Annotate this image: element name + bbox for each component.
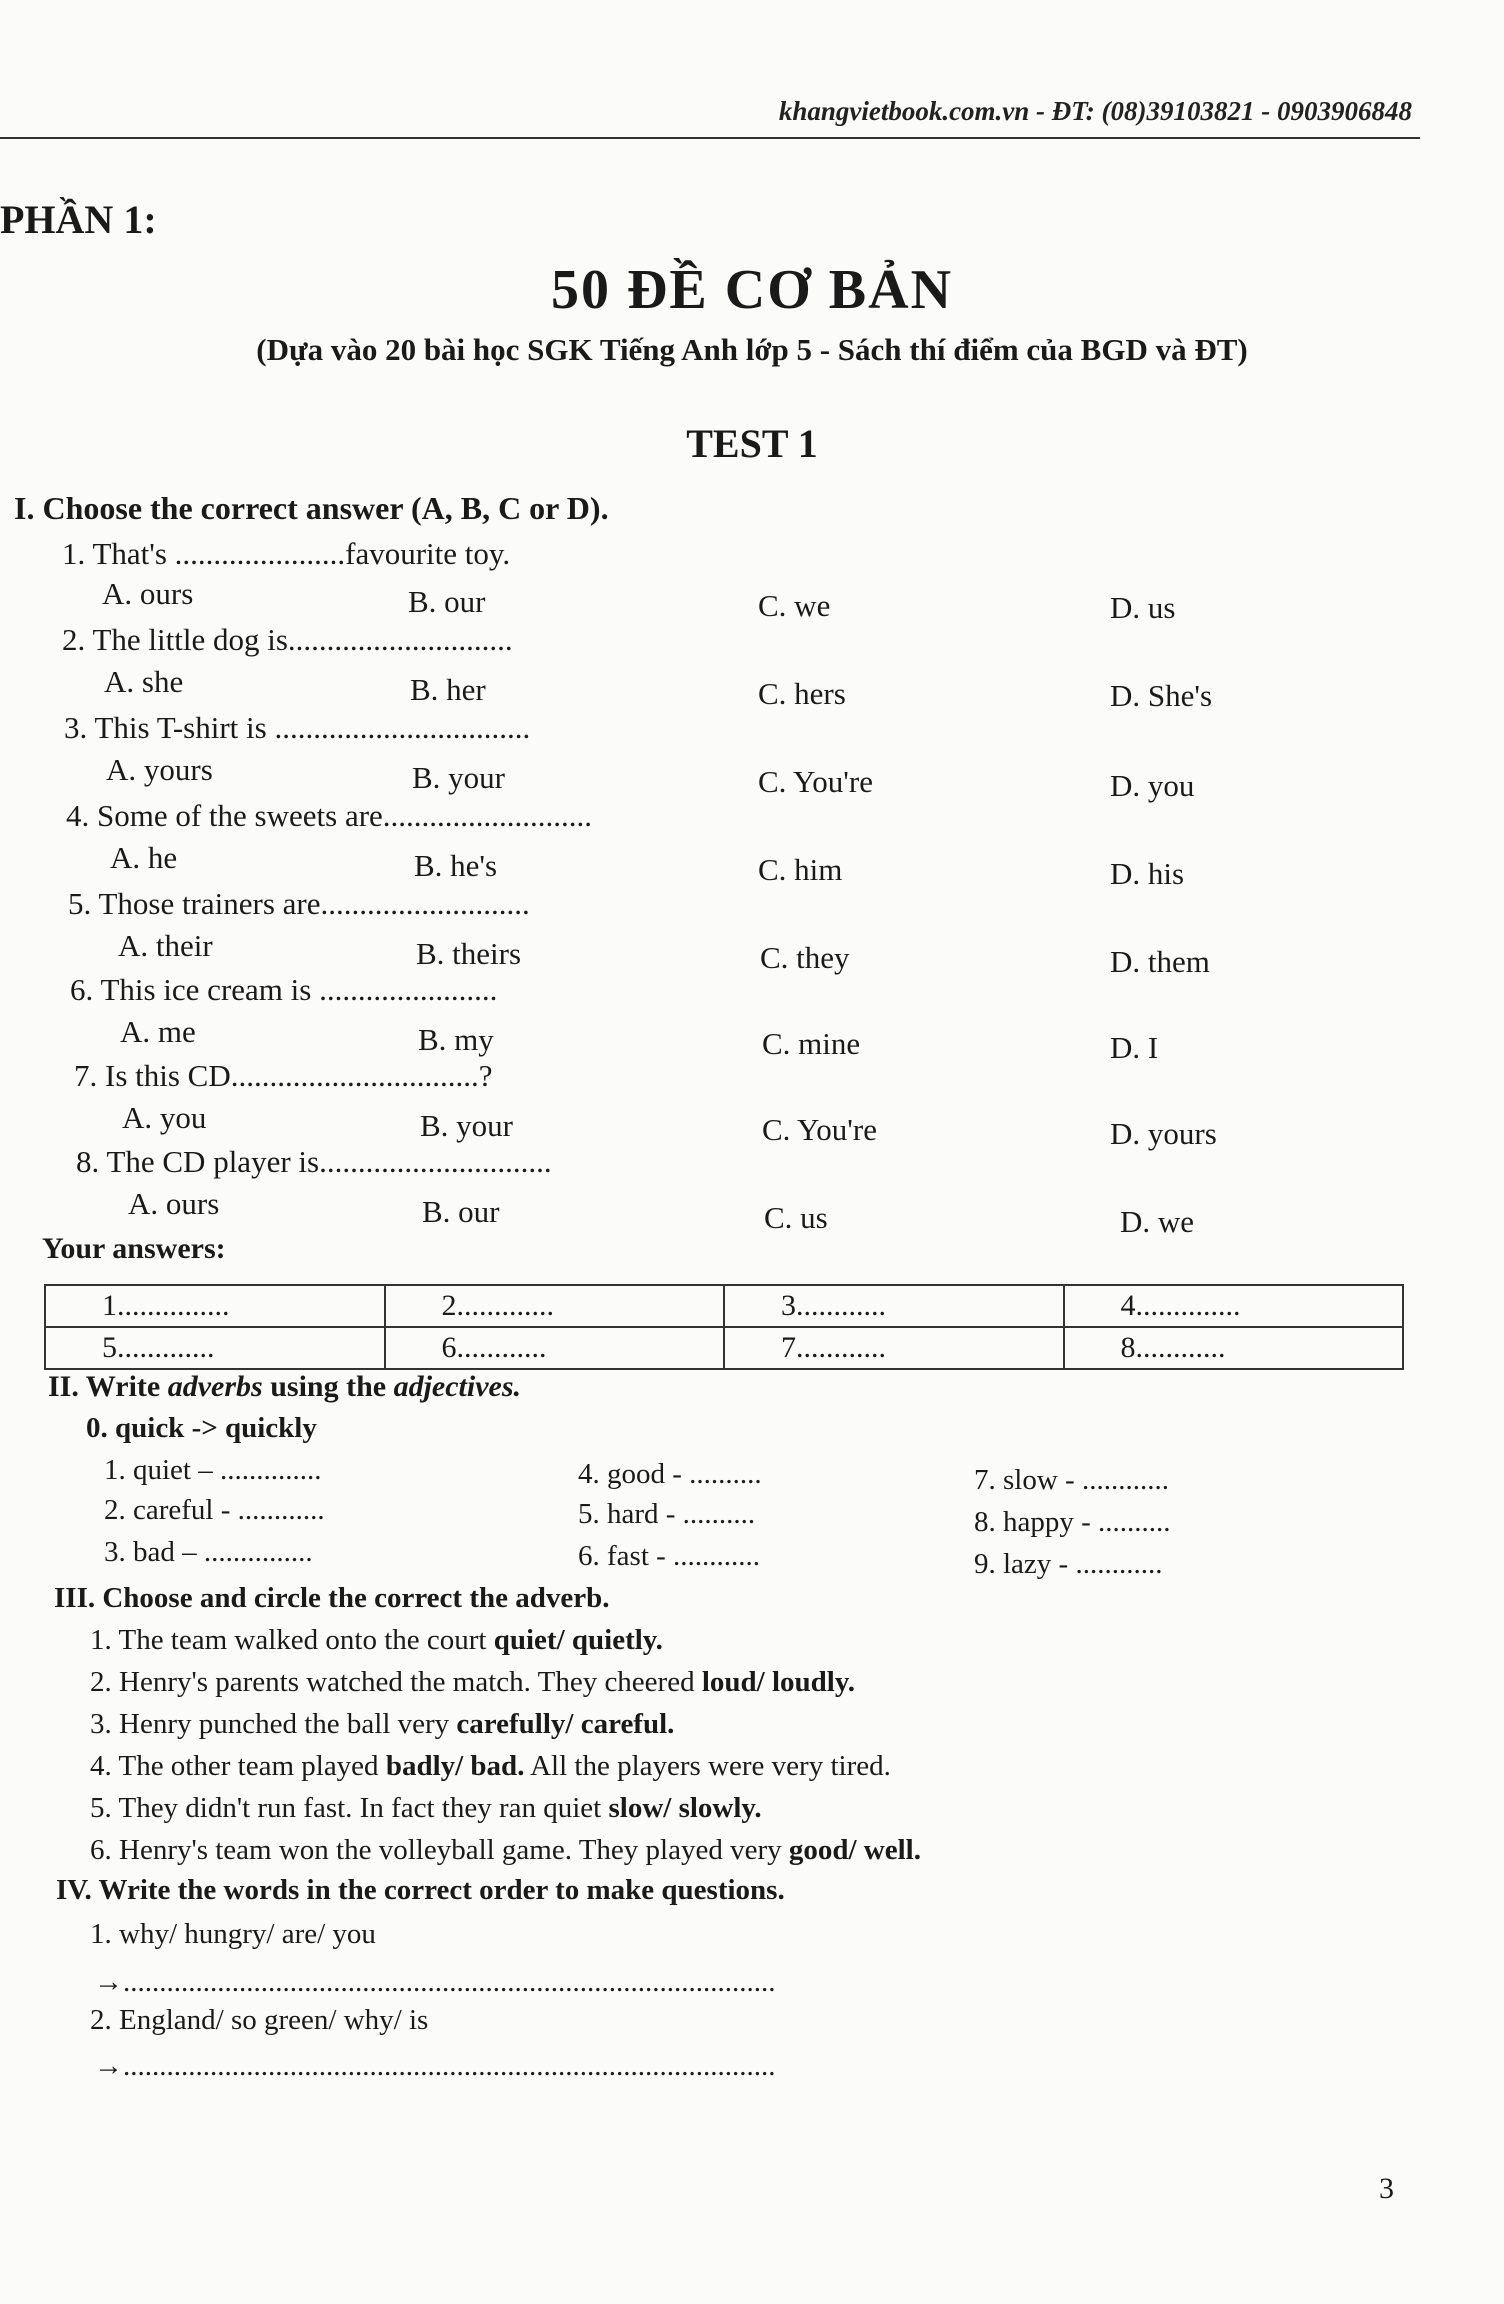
option-c: C. us bbox=[764, 1200, 828, 1235]
page-subtitle: (Dựa vào 20 bài học SGK Tiếng Anh lớp 5 - Sách thí điểm của BGD và ĐT) bbox=[256, 332, 1248, 367]
option-d: D. his bbox=[1110, 856, 1185, 891]
option-b: B. your bbox=[412, 760, 505, 795]
question-stem: 3. This T-shirt is ................................. bbox=[64, 710, 531, 745]
question-stem: 4. Some of the sweets are........................... bbox=[66, 798, 593, 833]
list-item: 5. They didn't run fast. In fact they ran quiet slow/ slowly. bbox=[90, 1792, 762, 1824]
question-stem: 8. The CD player is.............................. bbox=[76, 1144, 552, 1179]
answer-cell[interactable]: 2............. bbox=[385, 1285, 725, 1327]
option-d: D. She's bbox=[1110, 678, 1213, 713]
option-a: A. she bbox=[104, 664, 184, 699]
option-c: C. they bbox=[760, 940, 850, 975]
answer-line[interactable]: →.......................................................................................... bbox=[94, 2050, 776, 2082]
question-stem: 7. Is this CD................................? bbox=[74, 1058, 493, 1093]
option-a: A. their bbox=[118, 928, 213, 963]
option-d: D. you bbox=[1110, 768, 1195, 803]
answer-cell[interactable]: 3............ bbox=[724, 1285, 1064, 1327]
option-b: B. he's bbox=[414, 848, 498, 883]
adjective-item: 8. happy - .......... bbox=[974, 1506, 1171, 1538]
answer-cell[interactable]: 1............... bbox=[45, 1285, 385, 1327]
answer-line[interactable]: →.......................................................................................... bbox=[94, 1966, 776, 1998]
option-c: C. we bbox=[758, 588, 831, 623]
answer-cell[interactable]: 8............ bbox=[1064, 1327, 1404, 1369]
option-d: D. us bbox=[1110, 590, 1176, 625]
adjective-item: 9. lazy - ............ bbox=[974, 1548, 1163, 1580]
list-item: 6. Henry's team won the volleyball game. They played very good/ well. bbox=[90, 1834, 921, 1866]
option-b: B. our bbox=[422, 1194, 500, 1229]
answer-cell[interactable]: 4.............. bbox=[1064, 1285, 1404, 1327]
option-d: D. yours bbox=[1110, 1116, 1217, 1151]
option-d: D. them bbox=[1110, 944, 1210, 979]
list-item: 4. The other team played badly/ bad. All the players were very tired. bbox=[90, 1750, 891, 1782]
option-a: A. me bbox=[120, 1014, 196, 1049]
table-row bbox=[45, 1327, 1403, 1369]
adjective-item: 4. good - .......... bbox=[578, 1458, 762, 1490]
list-item: 2. England/ so green/ why/ is bbox=[90, 2004, 429, 2036]
section3-heading: III. Choose and circle the correct the adverb. bbox=[54, 1582, 610, 1614]
option-a: A. ours bbox=[102, 576, 194, 611]
option-c: C. You're bbox=[758, 764, 873, 799]
section4-heading: IV. Write the words in the correct order to make questions. bbox=[56, 1874, 785, 1906]
option-c: C. You're bbox=[762, 1112, 877, 1147]
option-d: D. I bbox=[1110, 1030, 1159, 1065]
option-a: A. he bbox=[110, 840, 178, 875]
list-item: 3. Henry punched the ball very carefully/ careful. bbox=[90, 1708, 675, 1740]
question-stem: 2. The little dog is............................. bbox=[62, 622, 513, 657]
table-row bbox=[45, 1285, 1403, 1327]
adjective-item: 3. bad – ............... bbox=[104, 1536, 313, 1568]
section2-heading: II. Write adverbs using the adjectives. bbox=[48, 1370, 522, 1403]
adjective-item: 1. quiet – .............. bbox=[104, 1454, 322, 1486]
answers-table bbox=[44, 1284, 1404, 1370]
adjective-item: 6. fast - ............ bbox=[578, 1540, 761, 1572]
test-title: TEST 1 bbox=[686, 421, 818, 466]
header-rule bbox=[0, 137, 1420, 139]
answers-heading: Your answers: bbox=[42, 1232, 226, 1265]
page-title: 50 ĐỀ CƠ BẢN bbox=[550, 259, 954, 321]
option-c: C. mine bbox=[762, 1026, 861, 1061]
part-label: PHẦN 1: bbox=[0, 197, 157, 242]
option-a: A. you bbox=[122, 1100, 207, 1135]
adjective-item: 7. slow - ............ bbox=[974, 1464, 1169, 1496]
page-header: khangvietbook.com.vn - ĐT: (08)39103821 - 0903906848 bbox=[778, 96, 1412, 126]
page-number: 3 bbox=[1379, 2172, 1394, 2205]
question-stem: 5. Those trainers are........................... bbox=[68, 886, 530, 921]
section1-heading: I. Choose the correct answer (A, B, C or D). bbox=[14, 490, 609, 526]
list-item: 1. The team walked onto the court quiet/ quietly. bbox=[90, 1624, 663, 1656]
answer-cell[interactable]: 7............ bbox=[724, 1327, 1064, 1369]
question-stem: 1. That's ......................favourite toy. bbox=[62, 536, 511, 571]
question-stem: 6. This ice cream is ....................... bbox=[70, 972, 498, 1007]
option-b: B. theirs bbox=[416, 936, 522, 971]
adjective-item: 5. hard - .......... bbox=[578, 1498, 756, 1530]
option-d: D. we bbox=[1120, 1204, 1195, 1239]
option-b: B. our bbox=[408, 584, 486, 619]
section2-example: 0. quick -> quickly bbox=[86, 1412, 317, 1444]
option-b: B. your bbox=[420, 1108, 513, 1143]
option-a: A. ours bbox=[128, 1186, 220, 1221]
option-c: C. hers bbox=[758, 676, 846, 711]
adjective-item: 2. careful - ............ bbox=[104, 1494, 325, 1526]
list-item: 2. Henry's parents watched the match. They cheered loud/ loudly. bbox=[90, 1666, 855, 1698]
list-item: 1. why/ hungry/ are/ you bbox=[90, 1918, 376, 1950]
answer-cell[interactable]: 5............. bbox=[45, 1327, 385, 1369]
option-a: A. yours bbox=[106, 752, 213, 787]
option-c: C. him bbox=[758, 852, 843, 887]
option-b: B. her bbox=[410, 672, 486, 707]
option-b: B. my bbox=[418, 1022, 494, 1057]
answer-cell[interactable]: 6............ bbox=[385, 1327, 725, 1369]
